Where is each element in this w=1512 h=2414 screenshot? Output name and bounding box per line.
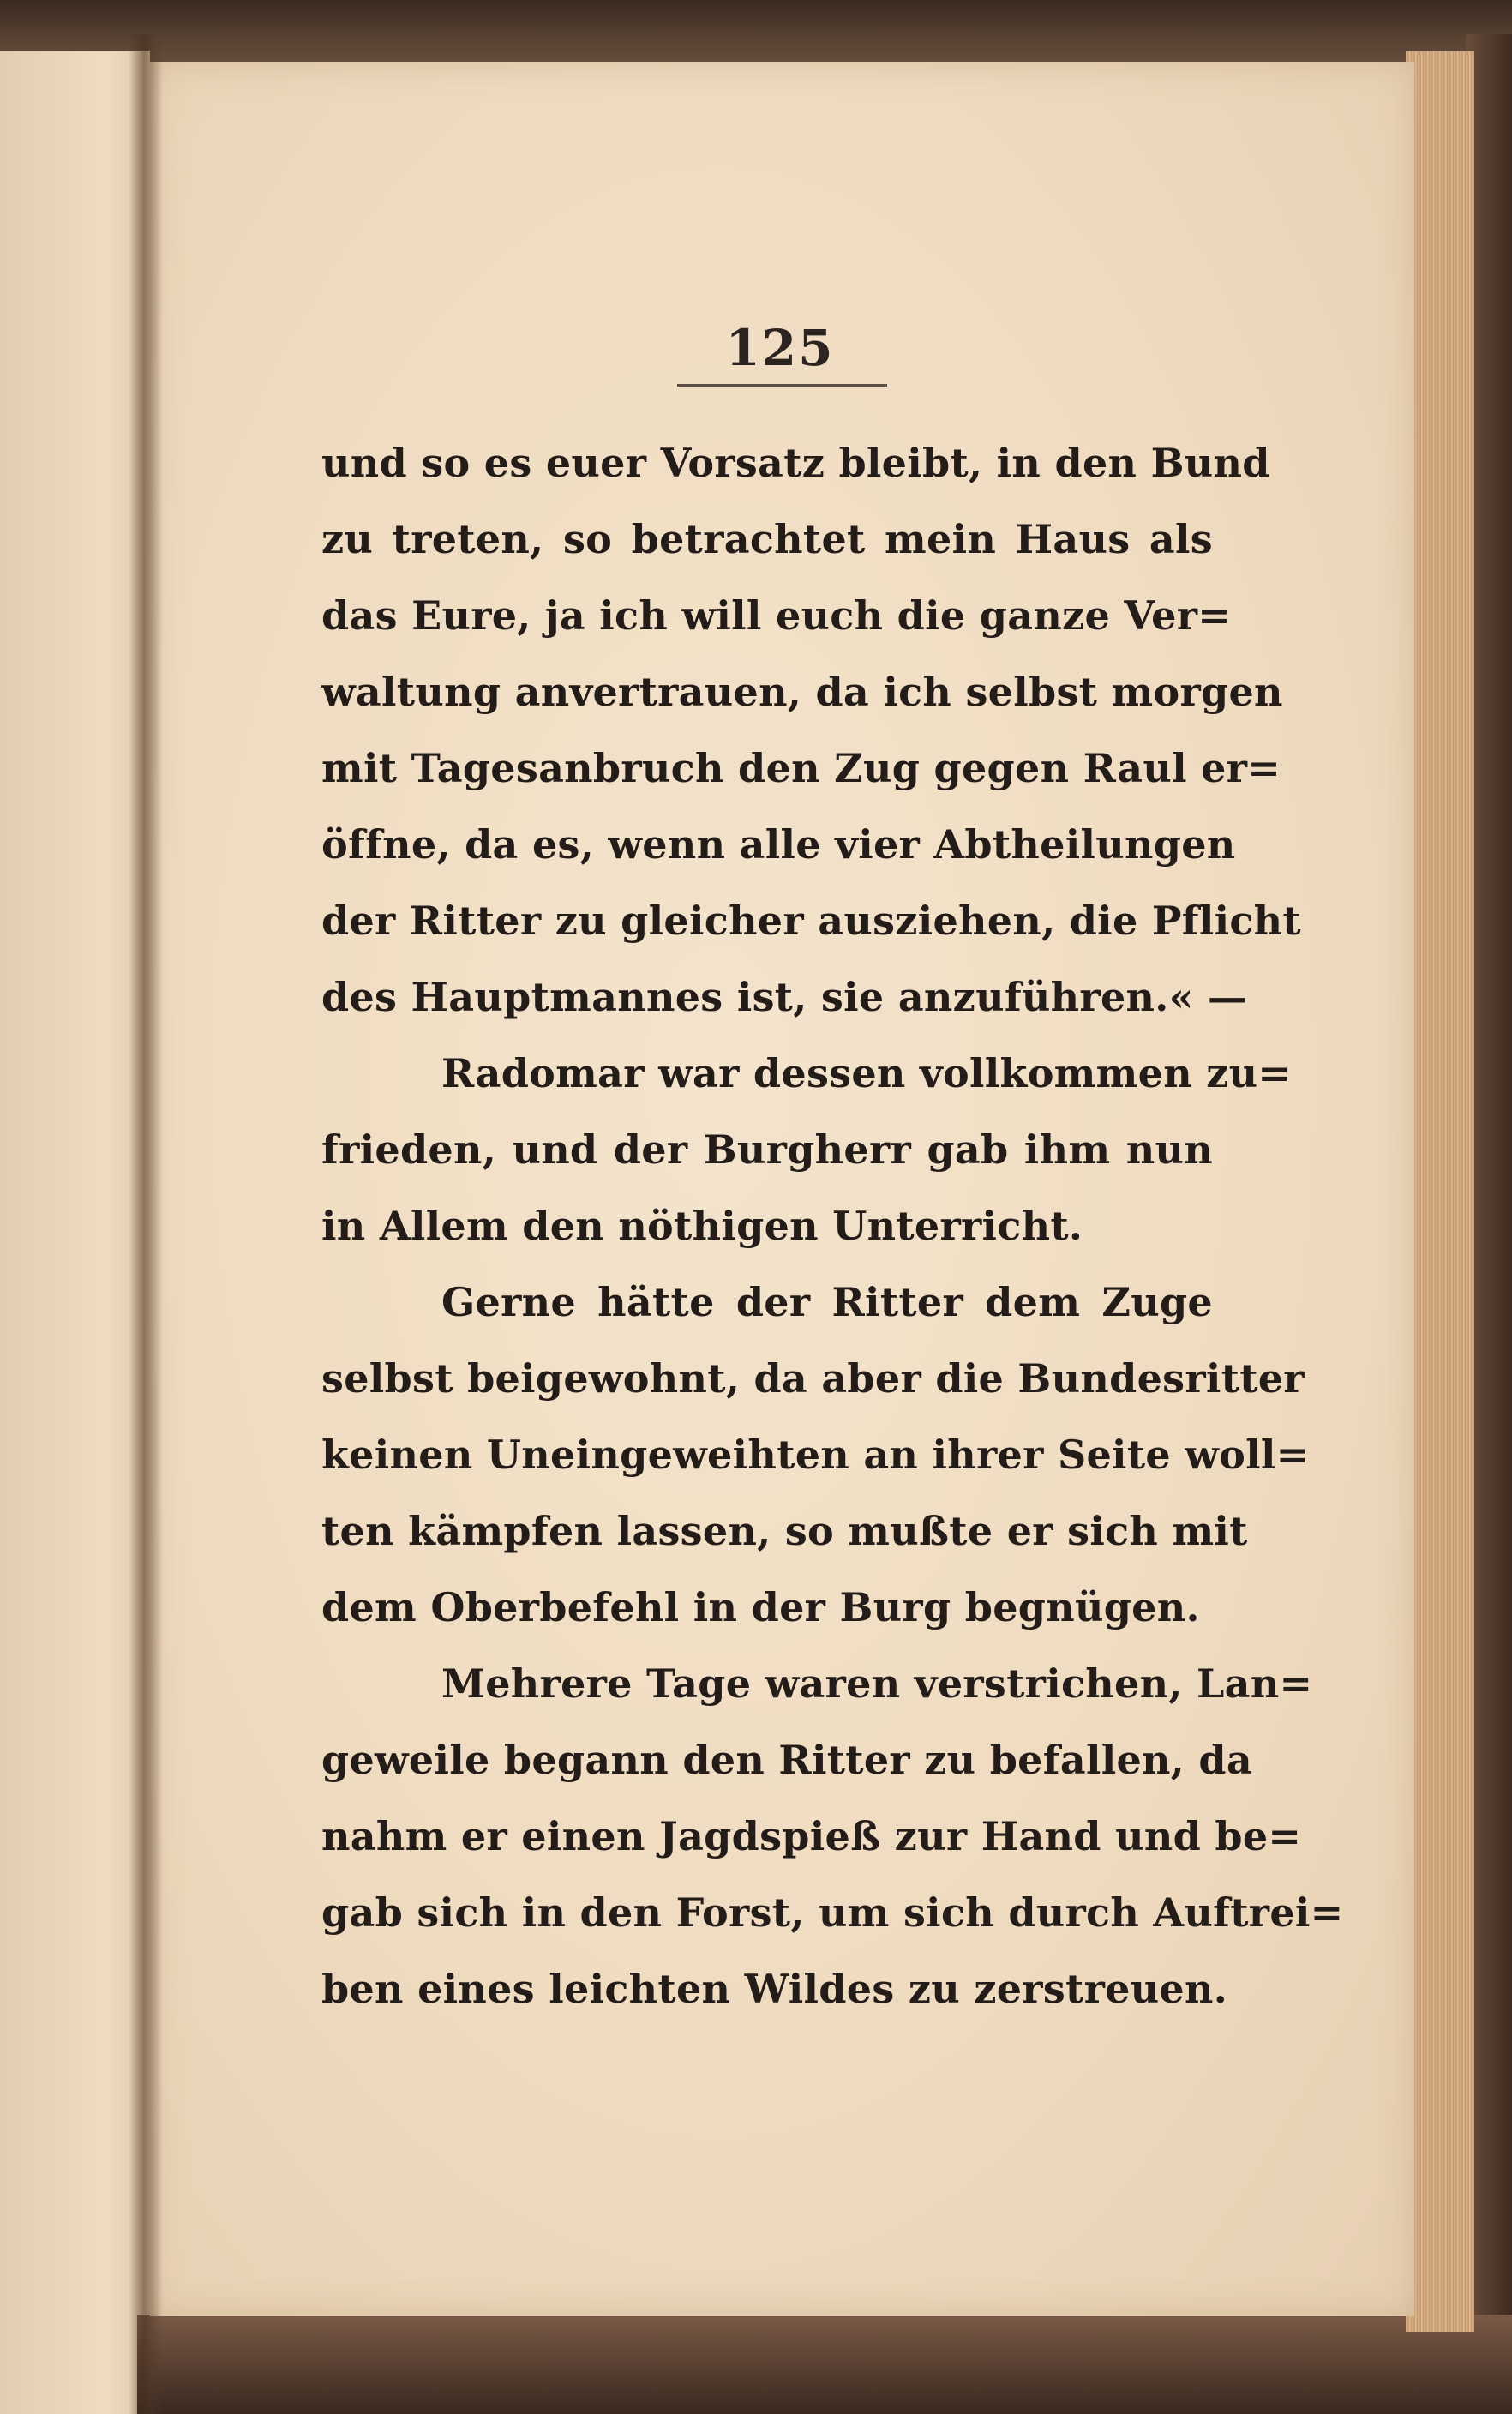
text-line: das Eure, ja ich will euch die ganze Ver= <box>321 592 1232 639</box>
text-line: keinen Uneingeweihten an ihrer Seite woll= <box>321 1432 1310 1478</box>
book-gutter <box>129 34 163 2414</box>
text-line: dem Oberbefehl in der Burg begnügen. <box>321 1584 1200 1630</box>
text-line: frieden, und der Burgherr gab ihm nun <box>321 1126 1213 1173</box>
text-line: des Hauptmannes ist, sie anzuführen.« — <box>321 974 1248 1020</box>
text-line: ben eines leichten Wildes zu zerstreuen. <box>321 1966 1228 2012</box>
text-line: Mehrere Tage waren verstrichen, Lan= <box>441 1660 1313 1707</box>
text-line: gab sich in den Forst, um sich durch Auftrei= <box>321 1889 1344 1936</box>
text-line: waltung anvertrauen, da ich selbst morgen <box>321 669 1283 715</box>
book-cover-bottom <box>137 2315 1512 2414</box>
text-line: geweile begann den Ritter zu befallen, da <box>321 1737 1252 1783</box>
page-edges <box>1406 51 1474 2332</box>
text-line: nahm er einen Jagdspieß zur Hand und be= <box>321 1813 1302 1859</box>
page-number-rule <box>677 384 887 387</box>
text-line: ten kämpfen lassen, so mußte er sich mit <box>321 1508 1248 1554</box>
text-line: zu treten, so betrachtet mein Haus als <box>321 516 1213 562</box>
page-number: 125 <box>725 319 835 377</box>
body-text <box>321 425 1344 2027</box>
text-line: mit Tagesanbruch den Zug gegen Raul er= <box>321 745 1281 791</box>
text-line: in Allem den nöthigen Unterricht. <box>321 1203 1083 1249</box>
text-line: und so es euer Vorsatz bleibt, in den Bund <box>321 440 1270 486</box>
text-line: der Ritter zu gleicher ausziehen, die Pflicht <box>321 898 1301 944</box>
left-page <box>0 51 150 2414</box>
text-line: öffne, da es, wenn alle vier Abtheilungen <box>321 821 1236 868</box>
text-line: Gerne hätte der Ritter dem Zuge <box>441 1279 1213 1325</box>
text-line: selbst beigewohnt, da aber die Bundesritter <box>321 1355 1305 1402</box>
text-line: Radomar war dessen vollkommen zu= <box>441 1050 1292 1096</box>
